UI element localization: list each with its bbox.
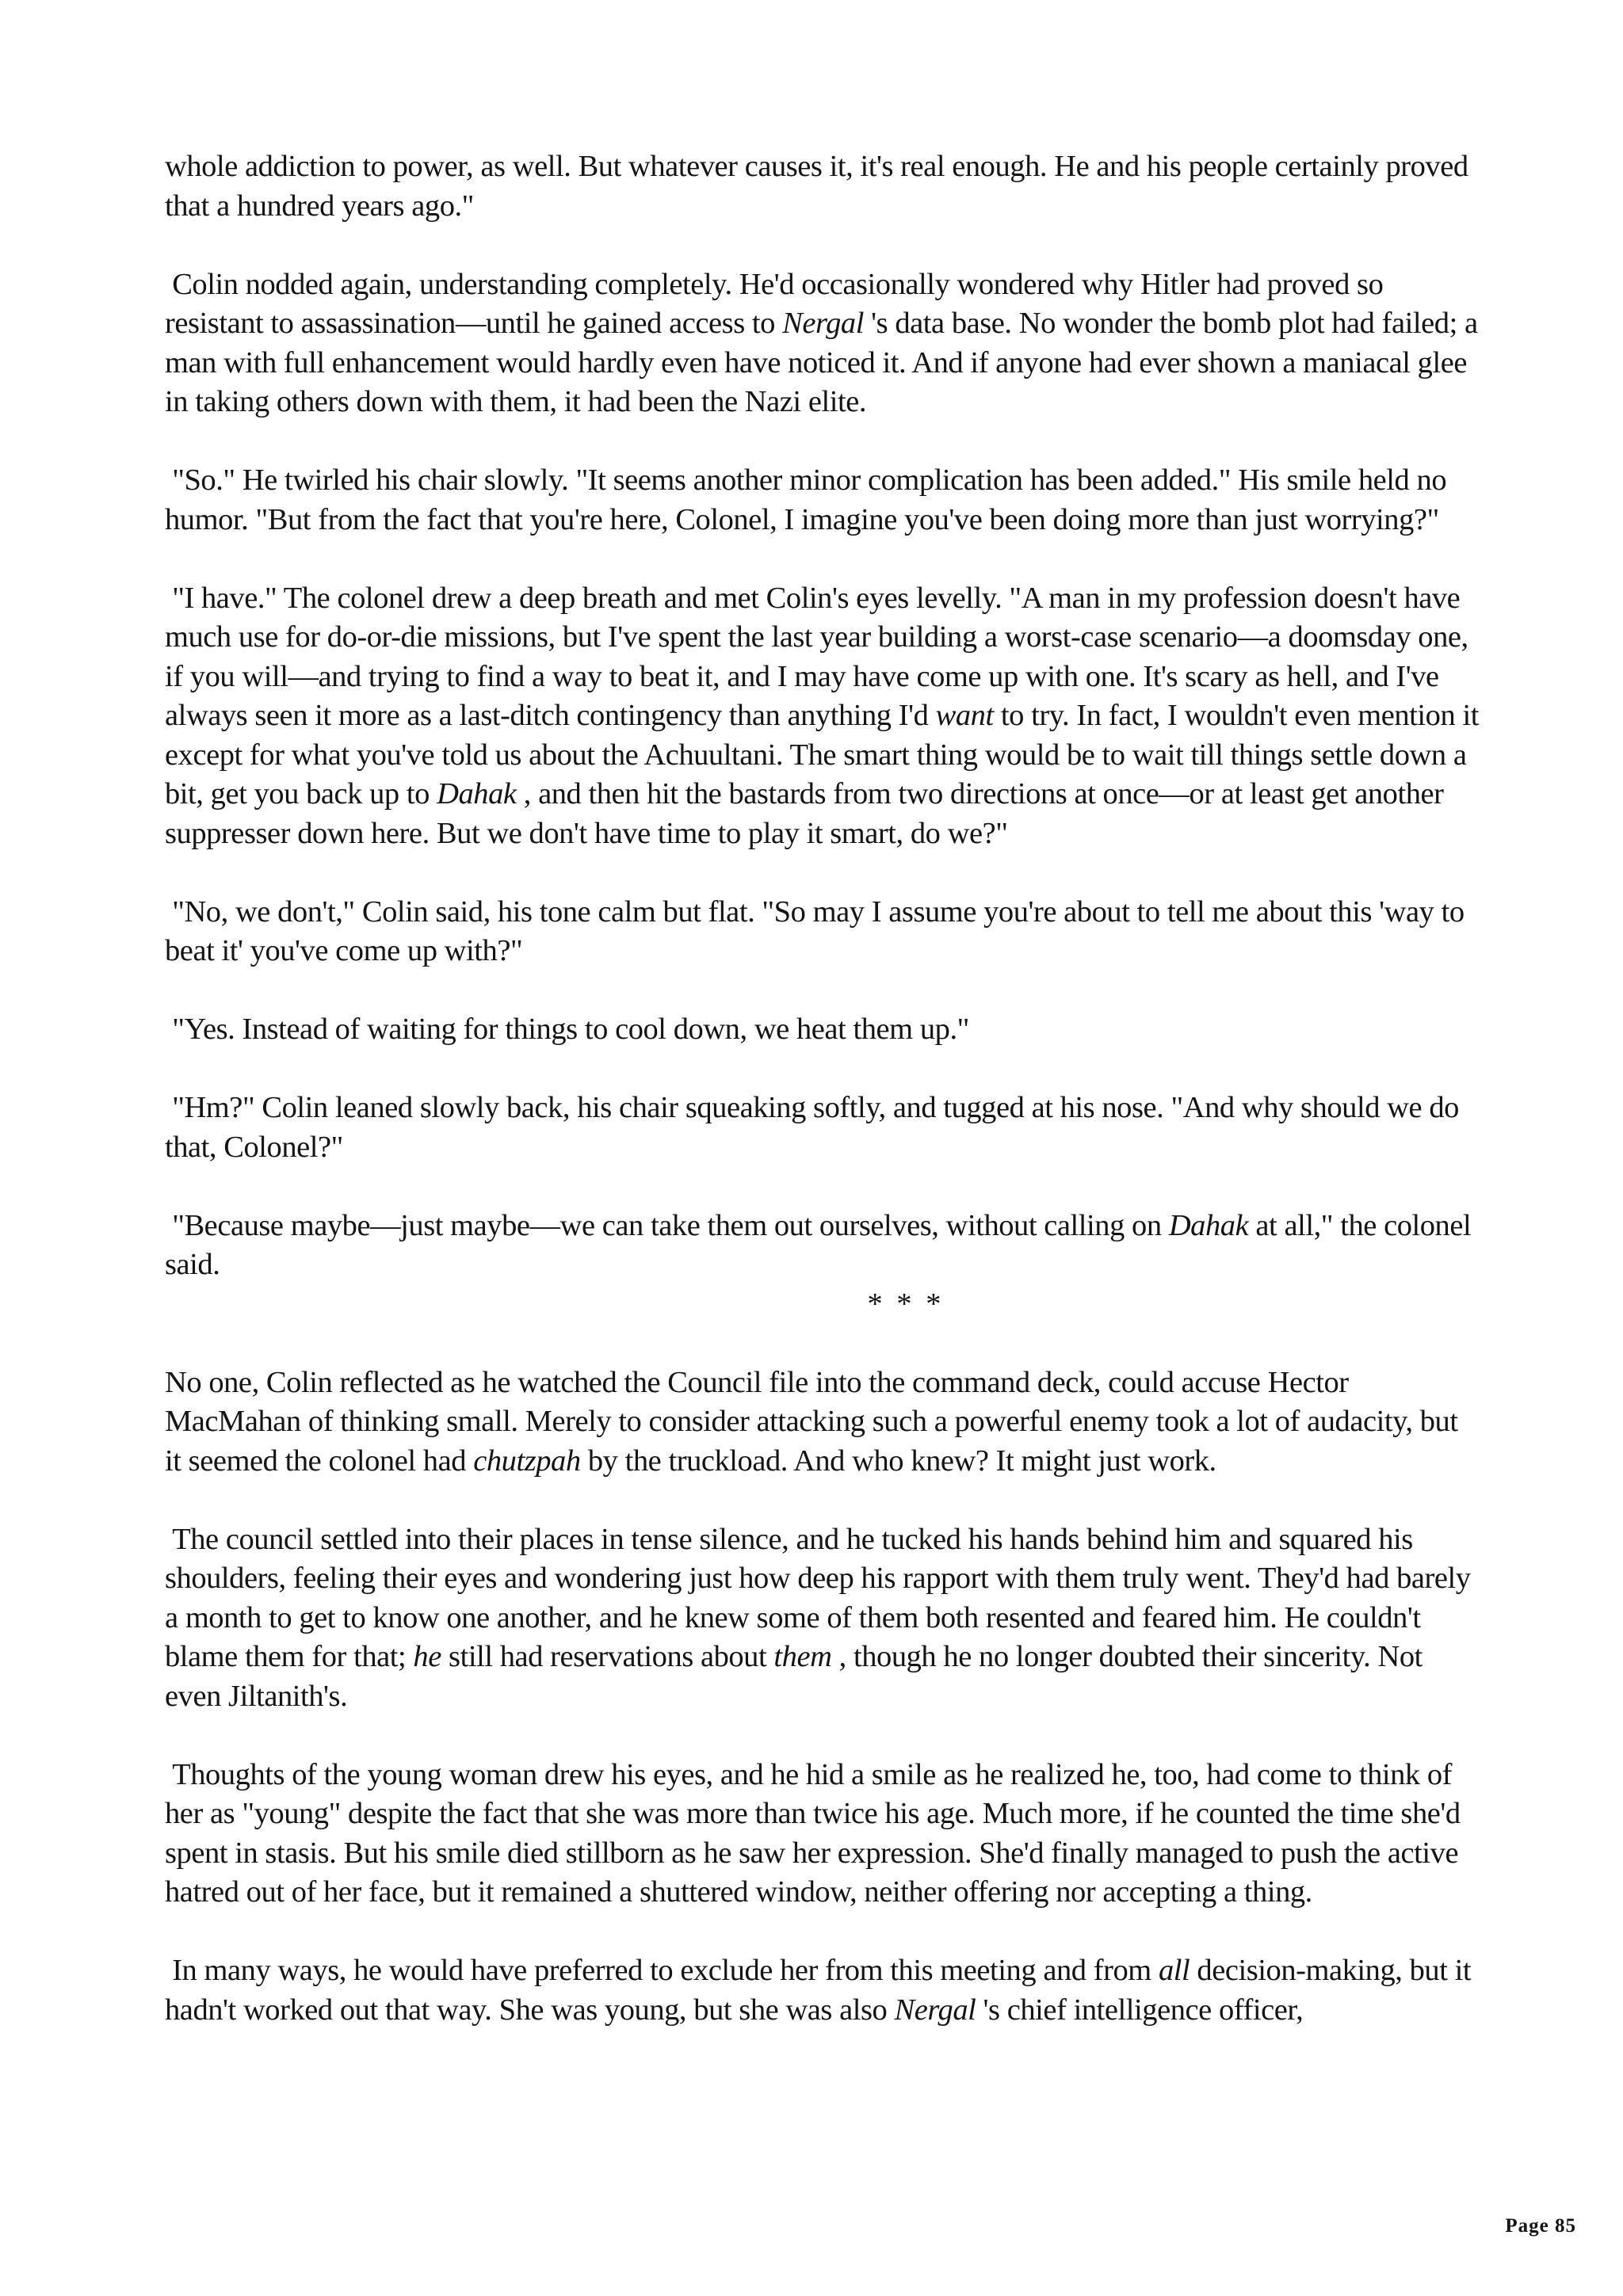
text-run: "Hm?" Colin leaned slowly back, his chair squeaking softly, and tugged at his nose. "And why should we do that, Colonel?" (165, 1091, 1467, 1164)
italic-run: chutzpah (473, 1444, 581, 1478)
paragraph (165, 147, 1480, 226)
text-run: The council settled into their places in tense silence, and he tucked his hands behind him and squared his shoulders, feeling their eyes and wondering just how deep his rapport with them truly went. They'd had barely a month to get to know one another, and he knew some of them both resented and feared him. He couldn't blame them for that; (165, 1522, 1478, 1673)
paragraph (165, 1089, 1480, 1167)
paragraph (165, 1207, 1480, 1285)
italic-run: Nergal (894, 1993, 976, 2027)
text-run: In many ways, he would have preferred to exclude her from this meeting and from (165, 1954, 1159, 1987)
paragraph (165, 579, 1487, 854)
text-run: Thoughts of the young woman drew his eyes, and he hid a smile as he realized he, too, had come to think of her as "young" despite the fact that she was more than twice his age. Much more, if he counted the time she'd spent in stasis. But his smile died stillborn as he saw her expression. She'd finally managed to push the active hatred out of her face, but it remained a shuttered window, neither offering nor accepting a thing. (165, 1757, 1468, 1909)
text-run: at all," the colonel said. (165, 1208, 1479, 1281)
paragraph (165, 893, 1480, 971)
text-run: still had reservations about (441, 1640, 774, 1673)
text-run: to try. In fact, I wouldn't even mention it except for what you've told us about the Achuultani. The smart thing would be to wait till things settle down a bit, get you back up to (165, 699, 1487, 810)
text-run: 's chief intelligence officer, (976, 1993, 1304, 2027)
text-run: "I have." The colonel drew a deep breath and met Colin's eyes levelly. "A man in my profession doesn't have much use for do-or-die missions, but I've spent the last year building a worst-case scenario—a doomsday one, if you will—and trying to find a way to beat it, and I may have come up with one. It's scary as hell, and I've always seen it more as a last-ditch contingency than anything I'd (165, 581, 1476, 732)
text-run: whole addiction to power, as well. But whatever causes it, it's real enough. He and his people certainly proved that a hundred years ago." (165, 150, 1476, 223)
text-run: No one, Colin reflected as he watched the Council file into the command deck, could accuse Hector MacMahan of thinking small. Merely to consider attacking such a powerful enemy took a lot of audacity, but it seemed the colonel had (165, 1365, 1465, 1478)
italic-run: want (935, 699, 994, 732)
text-run: Colin nodded again, understanding completely. He'd occasionally wondered why Hitler had proved so resistant to assassination—until he gained access to (165, 267, 1391, 340)
text-run: "Yes. Instead of waiting for things to cool down, we heat them up." (165, 1013, 969, 1046)
text-run: "Because maybe—just maybe—we can take them out ourselves, without calling on (165, 1208, 1169, 1242)
paragraph (165, 1756, 1480, 1913)
scene-break: * * * (867, 1287, 945, 1321)
italic-run: Nergal (782, 307, 864, 340)
italic-run: Dahak (1168, 1208, 1249, 1242)
italic-run: all (1158, 1954, 1190, 1987)
page-number: Page 85 (1505, 2215, 1576, 2237)
text-run: "No, we don't," Colin said, his tone calm but flat. "So may I assume you're about to tell me about this 'way to beat it' you've come up with?" (165, 894, 1472, 967)
paragraph (165, 265, 1485, 422)
page-body (165, 147, 1487, 2069)
italic-run: Dahak (437, 777, 517, 810)
paragraph (165, 461, 1480, 540)
text-run: "So." He twirled his chair slowly. "It seems another minor complication has been added." His smile held no humor. "But from the fact that you're here, Colonel, I imagine you've been doing more than just worrying?" (165, 463, 1454, 536)
text-block-after (165, 1363, 1480, 2031)
paragraph (165, 1951, 1480, 2030)
italic-run: them (773, 1640, 832, 1673)
text-run: by the truckload. And who knew? It might just work. (580, 1444, 1216, 1478)
text-run: , though he no longer doubted their sincerity. Not even Jiltanith's. (165, 1640, 1430, 1713)
text-run: 's data base. No wonder the bomb plot had failed; a man with full enhancement would hardly even have noticed it. And if anyone had ever shown a maniacal glee in taking others down with them, it had been the Nazi elite. (165, 307, 1485, 418)
paragraph (165, 1363, 1480, 1482)
text-run: decision-making, but it hadn't worked out that way. She was young, but she was also (165, 1954, 1479, 2027)
text-run: , and then hit the bastards from two directions at once—or at least get another suppresser down here. But we don't have time to play it smart, do we?" (165, 777, 1451, 850)
paragraph (165, 1010, 1480, 1050)
text-block-before (165, 147, 1487, 1285)
paragraph (165, 1520, 1480, 1717)
italic-run: he (413, 1640, 441, 1673)
